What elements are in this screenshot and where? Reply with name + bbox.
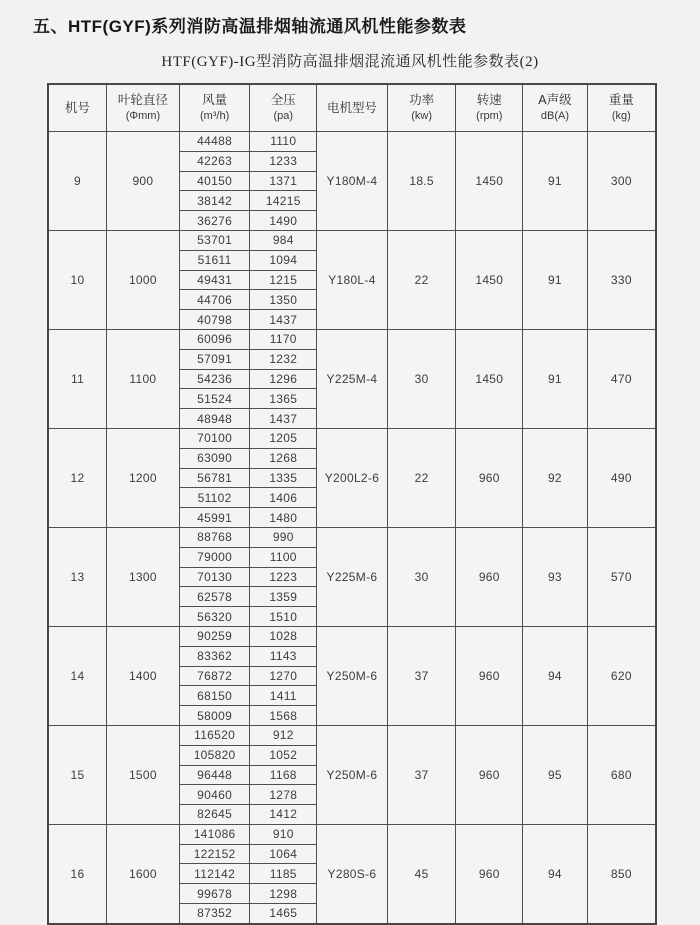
table-row (48, 527, 656, 547)
cell-air-flow: 79000 (179, 547, 250, 567)
cell-air-flow: 63090 (179, 448, 250, 468)
cell-power: 37 (387, 626, 456, 725)
cell-air-flow: 70100 (179, 428, 250, 448)
cell-noise-level: 91 (523, 230, 588, 329)
cell-total-pressure: 1568 (250, 706, 317, 726)
table-header (48, 84, 656, 132)
cell-total-pressure: 1170 (250, 329, 317, 349)
cell-total-pressure: 1215 (250, 270, 317, 290)
cell-fan-size: 16 (48, 824, 107, 923)
cell-total-pressure: 1411 (250, 686, 317, 706)
cell-impeller-diameter: 1400 (107, 626, 180, 725)
table-row (48, 329, 656, 349)
cell-total-pressure: 984 (250, 230, 317, 250)
cell-weight: 570 (587, 527, 656, 626)
column-header-name: 电机型号 (326, 100, 377, 115)
cell-power: 37 (387, 725, 456, 824)
cell-impeller-diameter: 900 (107, 132, 180, 231)
cell-motor-model: Y225M-6 (317, 527, 388, 626)
cell-air-flow: 44706 (179, 290, 250, 310)
column-header-name: 叶轮直径 (117, 93, 168, 108)
cell-motor-model: Y280S-6 (317, 824, 388, 923)
cell-impeller-diameter: 1100 (107, 329, 180, 428)
column-header-0 (48, 84, 107, 132)
cell-noise-level: 92 (523, 428, 588, 527)
cell-speed: 1450 (456, 329, 523, 428)
cell-total-pressure: 1278 (250, 785, 317, 805)
cell-total-pressure: 14215 (250, 191, 317, 211)
column-header-5 (387, 84, 456, 132)
page-title: 五、HTF(GYF)系列消防高温排烟轴流通风机性能参数表 (33, 17, 467, 36)
cell-air-flow: 51524 (179, 389, 250, 409)
cell-noise-level: 91 (523, 329, 588, 428)
cell-air-flow: 60096 (179, 329, 250, 349)
cell-air-flow: 90460 (179, 785, 250, 805)
cell-speed: 960 (456, 725, 523, 824)
column-header-name: A声级 (538, 93, 572, 108)
cell-air-flow: 99678 (179, 884, 250, 904)
cell-air-flow: 53701 (179, 230, 250, 250)
cell-total-pressure: 1223 (250, 567, 317, 587)
cell-weight: 620 (587, 626, 656, 725)
header-row (48, 84, 656, 132)
column-header-name: 机号 (65, 100, 91, 115)
cell-air-flow: 57091 (179, 349, 250, 369)
column-header-unit: (m³/h) (199, 110, 230, 123)
cell-weight: 470 (587, 329, 656, 428)
cell-motor-model: Y200L2-6 (317, 428, 388, 527)
column-header-unit: dB(A) (540, 110, 569, 123)
cell-motor-model: Y180M-4 (317, 132, 388, 231)
column-header-1 (107, 84, 180, 132)
cell-total-pressure: 1465 (250, 904, 317, 924)
cell-total-pressure: 912 (250, 725, 317, 745)
cell-air-flow: 40798 (179, 310, 250, 330)
cell-air-flow: 38142 (179, 191, 250, 211)
cell-air-flow: 56781 (179, 468, 250, 488)
cell-impeller-diameter: 1600 (107, 824, 180, 923)
cell-weight: 850 (587, 824, 656, 923)
cell-air-flow: 112142 (179, 864, 250, 884)
cell-air-flow: 105820 (179, 745, 250, 765)
cell-air-flow: 83362 (179, 646, 250, 666)
cell-weight: 680 (587, 725, 656, 824)
cell-total-pressure: 1168 (250, 765, 317, 785)
cell-air-flow: 45991 (179, 508, 250, 528)
cell-total-pressure: 1437 (250, 310, 317, 330)
cell-fan-size: 9 (48, 132, 107, 231)
cell-power: 45 (387, 824, 456, 923)
cell-speed: 1450 (456, 132, 523, 231)
column-header-unit: (Φmm) (125, 110, 161, 123)
fan-performance-table (47, 83, 657, 925)
column-header-unit: (kw) (411, 110, 433, 123)
cell-total-pressure: 1143 (250, 646, 317, 666)
cell-air-flow: 51102 (179, 488, 250, 508)
cell-air-flow: 40150 (179, 171, 250, 191)
cell-air-flow: 96448 (179, 765, 250, 785)
cell-noise-level: 94 (523, 824, 588, 923)
cell-fan-size: 15 (48, 725, 107, 824)
cell-air-flow: 76872 (179, 666, 250, 686)
cell-power: 22 (387, 230, 456, 329)
cell-noise-level: 94 (523, 626, 588, 725)
cell-power: 22 (387, 428, 456, 527)
cell-total-pressure: 1094 (250, 250, 317, 270)
cell-air-flow: 51611 (179, 250, 250, 270)
cell-total-pressure: 1406 (250, 488, 317, 508)
cell-air-flow: 58009 (179, 706, 250, 726)
cell-total-pressure: 1365 (250, 389, 317, 409)
cell-total-pressure: 1205 (250, 428, 317, 448)
cell-total-pressure: 1268 (250, 448, 317, 468)
cell-power: 30 (387, 527, 456, 626)
cell-speed: 960 (456, 527, 523, 626)
cell-fan-size: 11 (48, 329, 107, 428)
cell-air-flow: 68150 (179, 686, 250, 706)
column-header-name: 全压 (270, 93, 296, 108)
cell-air-flow: 90259 (179, 626, 250, 646)
column-header-4 (317, 84, 388, 132)
cell-fan-size: 10 (48, 230, 107, 329)
cell-air-flow: 49431 (179, 270, 250, 290)
cell-air-flow: 70130 (179, 567, 250, 587)
cell-weight: 490 (587, 428, 656, 527)
column-header-6 (456, 84, 523, 132)
cell-total-pressure: 1100 (250, 547, 317, 567)
table-row (48, 132, 656, 152)
cell-speed: 960 (456, 428, 523, 527)
cell-speed: 960 (456, 626, 523, 725)
cell-total-pressure: 1359 (250, 587, 317, 607)
table-row (48, 428, 656, 448)
cell-air-flow: 88768 (179, 527, 250, 547)
table-row (48, 725, 656, 745)
cell-total-pressure: 1510 (250, 607, 317, 627)
cell-total-pressure: 1028 (250, 626, 317, 646)
cell-air-flow: 82645 (179, 805, 250, 825)
cell-motor-model: Y225M-4 (317, 329, 388, 428)
column-header-7 (523, 84, 588, 132)
cell-total-pressure: 1232 (250, 349, 317, 369)
column-header-8 (587, 84, 656, 132)
cell-air-flow: 141086 (179, 824, 250, 844)
cell-total-pressure: 1490 (250, 211, 317, 231)
cell-noise-level: 95 (523, 725, 588, 824)
table-body (48, 132, 656, 924)
cell-total-pressure: 1233 (250, 151, 317, 171)
column-header-name: 转速 (476, 93, 502, 108)
cell-air-flow: 42263 (179, 151, 250, 171)
cell-total-pressure: 1335 (250, 468, 317, 488)
table-row (48, 824, 656, 844)
cell-total-pressure: 910 (250, 824, 317, 844)
cell-fan-size: 12 (48, 428, 107, 527)
column-header-2 (179, 84, 250, 132)
column-header-unit: (kg) (611, 110, 631, 123)
cell-total-pressure: 1110 (250, 132, 317, 152)
column-header-3 (250, 84, 317, 132)
cell-power: 18.5 (387, 132, 456, 231)
cell-air-flow: 116520 (179, 725, 250, 745)
column-header-unit: (rpm) (476, 110, 503, 123)
page-subtitle: HTF(GYF)-IG型消防高温排烟混流通风机性能参数表(2) (161, 54, 539, 70)
cell-total-pressure: 1480 (250, 508, 317, 528)
cell-total-pressure: 1350 (250, 290, 317, 310)
cell-speed: 1450 (456, 230, 523, 329)
cell-impeller-diameter: 1500 (107, 725, 180, 824)
column-header-name: 风量 (202, 93, 228, 108)
cell-air-flow: 87352 (179, 904, 250, 924)
cell-motor-model: Y250M-6 (317, 626, 388, 725)
cell-total-pressure: 1064 (250, 844, 317, 864)
cell-power: 30 (387, 329, 456, 428)
cell-weight: 330 (587, 230, 656, 329)
table-row (48, 626, 656, 646)
cell-impeller-diameter: 1200 (107, 428, 180, 527)
cell-weight: 300 (587, 132, 656, 231)
cell-total-pressure: 1185 (250, 864, 317, 884)
cell-total-pressure: 1437 (250, 409, 317, 429)
cell-air-flow: 122152 (179, 844, 250, 864)
cell-total-pressure: 1052 (250, 745, 317, 765)
cell-total-pressure: 1412 (250, 805, 317, 825)
cell-impeller-diameter: 1300 (107, 527, 180, 626)
cell-fan-size: 13 (48, 527, 107, 626)
cell-air-flow: 54236 (179, 369, 250, 389)
cell-motor-model: Y250M-6 (317, 725, 388, 824)
cell-impeller-diameter: 1000 (107, 230, 180, 329)
column-header-name: 重量 (608, 93, 634, 108)
cell-total-pressure: 1298 (250, 884, 317, 904)
cell-air-flow: 36276 (179, 211, 250, 231)
cell-air-flow: 48948 (179, 409, 250, 429)
cell-speed: 960 (456, 824, 523, 923)
cell-noise-level: 93 (523, 527, 588, 626)
cell-total-pressure: 1270 (250, 666, 317, 686)
cell-total-pressure: 1371 (250, 171, 317, 191)
cell-fan-size: 14 (48, 626, 107, 725)
cell-total-pressure: 1296 (250, 369, 317, 389)
cell-air-flow: 44488 (179, 132, 250, 152)
cell-total-pressure: 990 (250, 527, 317, 547)
cell-air-flow: 62578 (179, 587, 250, 607)
column-header-unit: (pa) (273, 110, 294, 123)
cell-noise-level: 91 (523, 132, 588, 231)
table-row (48, 230, 656, 250)
cell-motor-model: Y180L-4 (317, 230, 388, 329)
cell-air-flow: 56320 (179, 607, 250, 627)
column-header-name: 功率 (409, 93, 435, 108)
